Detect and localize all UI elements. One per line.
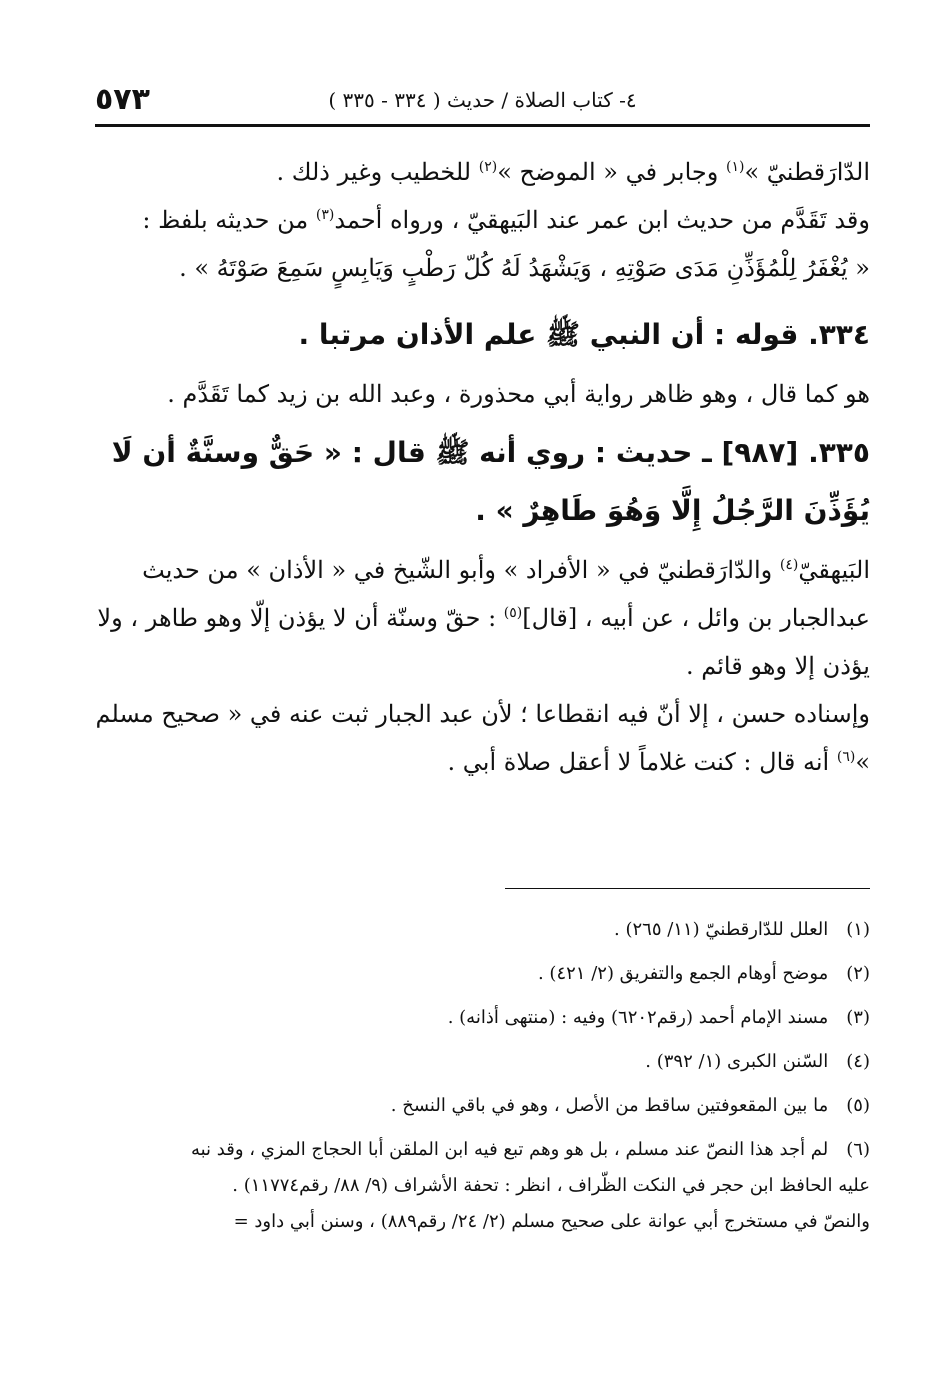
page-number: ٥٧٣ (95, 82, 150, 117)
text-run: الدّارَقطنيّ » (744, 158, 870, 186)
text-run: البَيهقيّ (798, 556, 870, 584)
text-run: والدّارَقطنيّ في « الأفراد » وأبو الشّيخ في « الأذان » من حديث عبدالجبار بن وائل ، عن أبيه ، [قال] (142, 556, 870, 632)
footnote-1 (95, 912, 870, 948)
page-header (95, 78, 870, 122)
paragraph-5 (95, 690, 870, 786)
footnote-divider (505, 888, 870, 889)
footnote-4 (95, 1044, 870, 1080)
footnote-ref[interactable]: (١) (725, 159, 745, 175)
footnote-ref[interactable]: (٣) (315, 207, 335, 223)
header-divider (95, 124, 870, 127)
text-run: وإسناده حسن ، إلا أنّ فيه انقطاعا ؛ لأن عبد الجبار ثبت عنه في « صحيح مسلم » (95, 700, 870, 776)
footnote-5 (95, 1088, 870, 1124)
footnote-ref[interactable]: (٢) (478, 159, 498, 175)
footnote-6 (95, 1132, 870, 1168)
footnote-text: موضح أوهام الجمع والتفريق (٢/ ٤٢١) . (537, 963, 829, 984)
footnote-number: (٥) (846, 1095, 870, 1116)
main-text (95, 148, 870, 786)
paragraph-1 (95, 148, 870, 196)
footnote-ref[interactable]: (٥) (503, 605, 523, 621)
paragraph-4 (95, 546, 870, 690)
footnote-number: (٢) (846, 963, 870, 984)
paragraph-3: هو كما قال ، وهو ظاهر رواية أبي محذورة ، وعبد الله بن زيد كما تَقَدَّم . (167, 380, 870, 408)
footnote-text: لم أجد هذا النصّ عند مسلم ، بل هو وهم تبع فيه ابن الملقن أبا الحجاج المزي ، وقد نبه (190, 1139, 829, 1160)
text-run: من حديثه بلفظ : (142, 206, 316, 234)
footnote-ref[interactable]: (٦) (836, 749, 856, 765)
text-run: وقد تَقَدَّم من حديث ابن عمر عند البَيهقيّ ، ورواه أحمد (334, 206, 870, 234)
text-run: وجابر في « الموضح » (497, 158, 726, 186)
text-run: للخطيب وغير ذلك . (276, 158, 479, 186)
section-heading-335: ٣٣٥. [٩٨٧] ـ حديث : روي أنه ﷺ قال : « حَقٌّ وسنَّةٌ أن لَا يُؤَذِّنَ الرَّجُلُ إِلَّا وَهُوَ طَاهِرٌ » . (111, 436, 870, 527)
running-title: ٤- كتاب الصلاة / حديث ( ٣٣٤ - ٣٣٥ ) (328, 88, 637, 112)
footnote-2 (95, 956, 870, 992)
paragraph-2 (95, 196, 870, 244)
hadith-quote: « يُغْفَرُ لِلْمُؤَذِّنِ مَدَى صَوْتِهِ ، وَيَشْهَدُ لَهُ كُلّ رَطْبٍ وَيَابِسٍ سَمِعَ صَوْتَهُ » . (179, 254, 870, 282)
footnotes (95, 912, 870, 1240)
text-run: : حقّ وسنّة أن لا يؤذن إلّا وهو طاهر ، ولا يؤذن إلا وهو قائم . (97, 604, 870, 680)
text-run: أنه قال : كنت غلاماً لا أعقل صلاة أبي . (447, 748, 837, 776)
footnote-text: السّنن الكبرى (١/ ٣٩٢) . (645, 1051, 829, 1072)
footnote-6-continued: عليه الحافظ ابن حجر في النكت الظّراف ، انظر : تحفة الأشراف (٩/ ٨٨/ رقم١١٧٧٤) . (232, 1175, 870, 1196)
footnote-text: ما بين المقعوفتين ساقط من الأصل ، وهو في باقي النسخ . (390, 1095, 829, 1116)
footnote-text: مسند الإمام أحمد (رقم٦٢٠٢) وفيه : (منتهى أذانه) . (447, 1007, 829, 1028)
footnote-number: (١) (846, 919, 870, 940)
footnote-number: (٦) (846, 1139, 870, 1160)
footnote-ref[interactable]: (٤) (779, 557, 799, 573)
footnote-3 (95, 1000, 870, 1036)
footnote-number: (٤) (846, 1051, 870, 1072)
section-heading-334: ٣٣٤. قوله : أن النبي ﷺ علم الأذان مرتبا . (298, 318, 870, 351)
footnote-text: العلل للدّارقطنيّ (١١/ ٢٦٥) . (614, 919, 829, 940)
footnote-number: (٣) (846, 1007, 870, 1028)
footnote-6-continued: والنصّ في مستخرج أبي عوانة على صحيح مسلم (٢/ ٢٤/ رقم٨٨٩) ، وسنن أبي داود = (233, 1211, 870, 1232)
